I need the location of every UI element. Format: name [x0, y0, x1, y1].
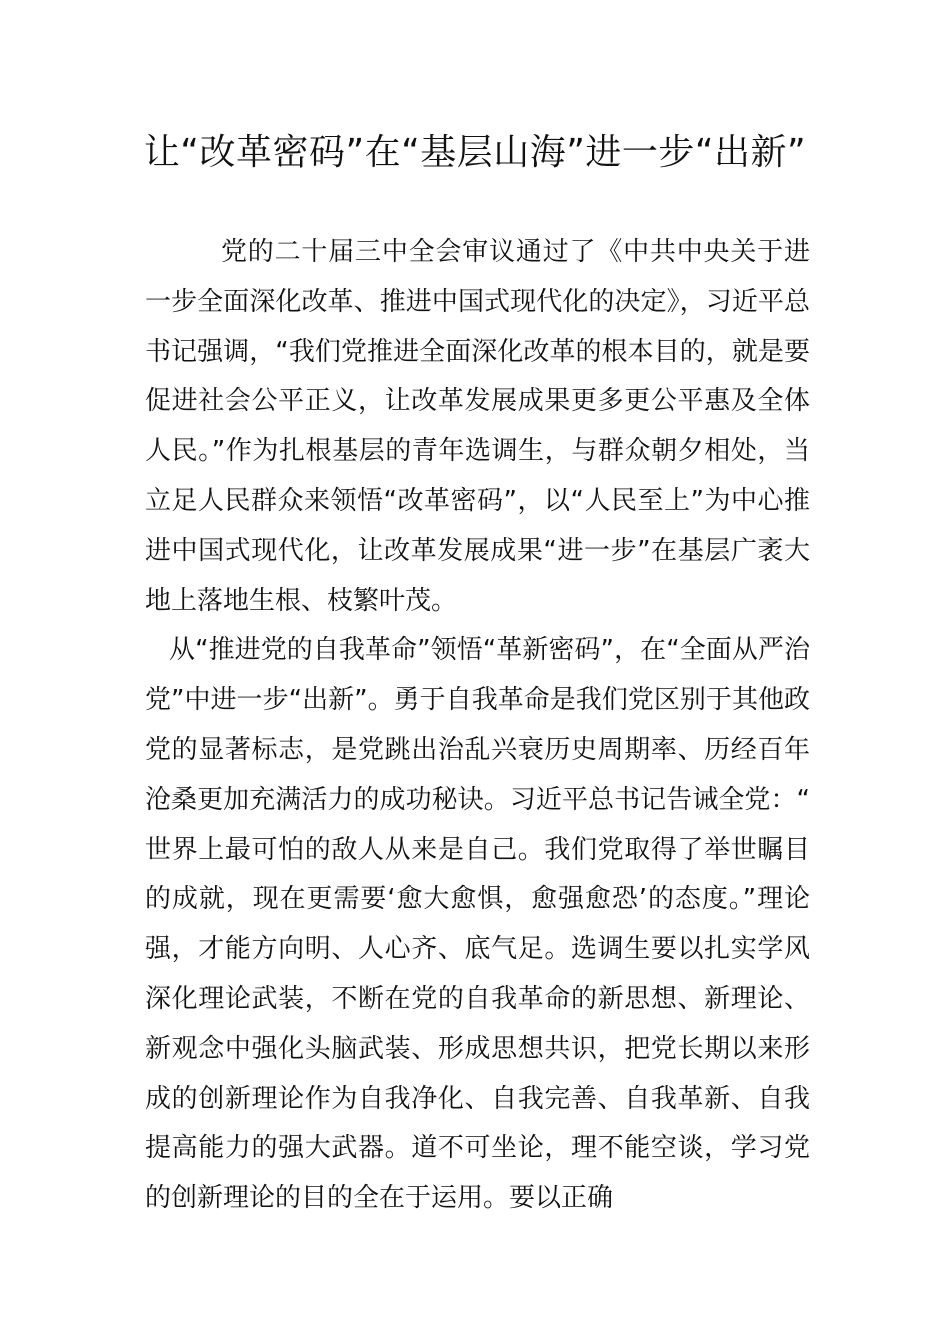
paragraph-1: 党的二十届三中全会审议通过了《中共中央关于进一步全面深化改革、推进中国式现代化的决定》，习近平总书记强调，“我们党推进全面深化改革的根本目的，就是要促进社会公平正义，让改革发展成果更多更公平惠及全体人民。”作为扎根基层的青年选调生，与群众朝夕相处，当立足人民群众来领悟“改革密码”，以“人民至上”为中心推进中国式现代化，让改革发展成果“进一步”在基层广袤大地上落地生根、枝繁叶茂。: [145, 237, 810, 616]
article-title: 让“改革密码”在“基层山海”进一步“出新”: [143, 132, 807, 173]
article-body: [145, 228, 810, 1224]
paragraph-2: 从“推进党的自我革命”领悟“革新密码”，在“全面从严治党”中进一步“出新”。勇于自我革命是我们党区别于其他政党的显著标志，是党跳出治乱兴衰历史周期率、历经百年沧桑更加充满活力的成功秘诀。习近平总书记告诫全党：“世界上最可怕的敌人从来是自己。我们党取得了举世瞩目的成就，现在更需要‘愈大愈惧，愈强愈恐’的态度。”理论强，才能方向明、人心齐、底气足。选调生要以扎实学风深化理论武装，不断在党的自我革命的新思想、新理论、新观念中强化头脑武装、形成思想共识，把党长期以来形成的创新理论作为自我净化、自我完善、自我革新、自我提高能力的强大武器。道不可坐论，理不能空谈，学习党的创新理论的目的全在于运用。要以正确: [145, 635, 810, 1214]
